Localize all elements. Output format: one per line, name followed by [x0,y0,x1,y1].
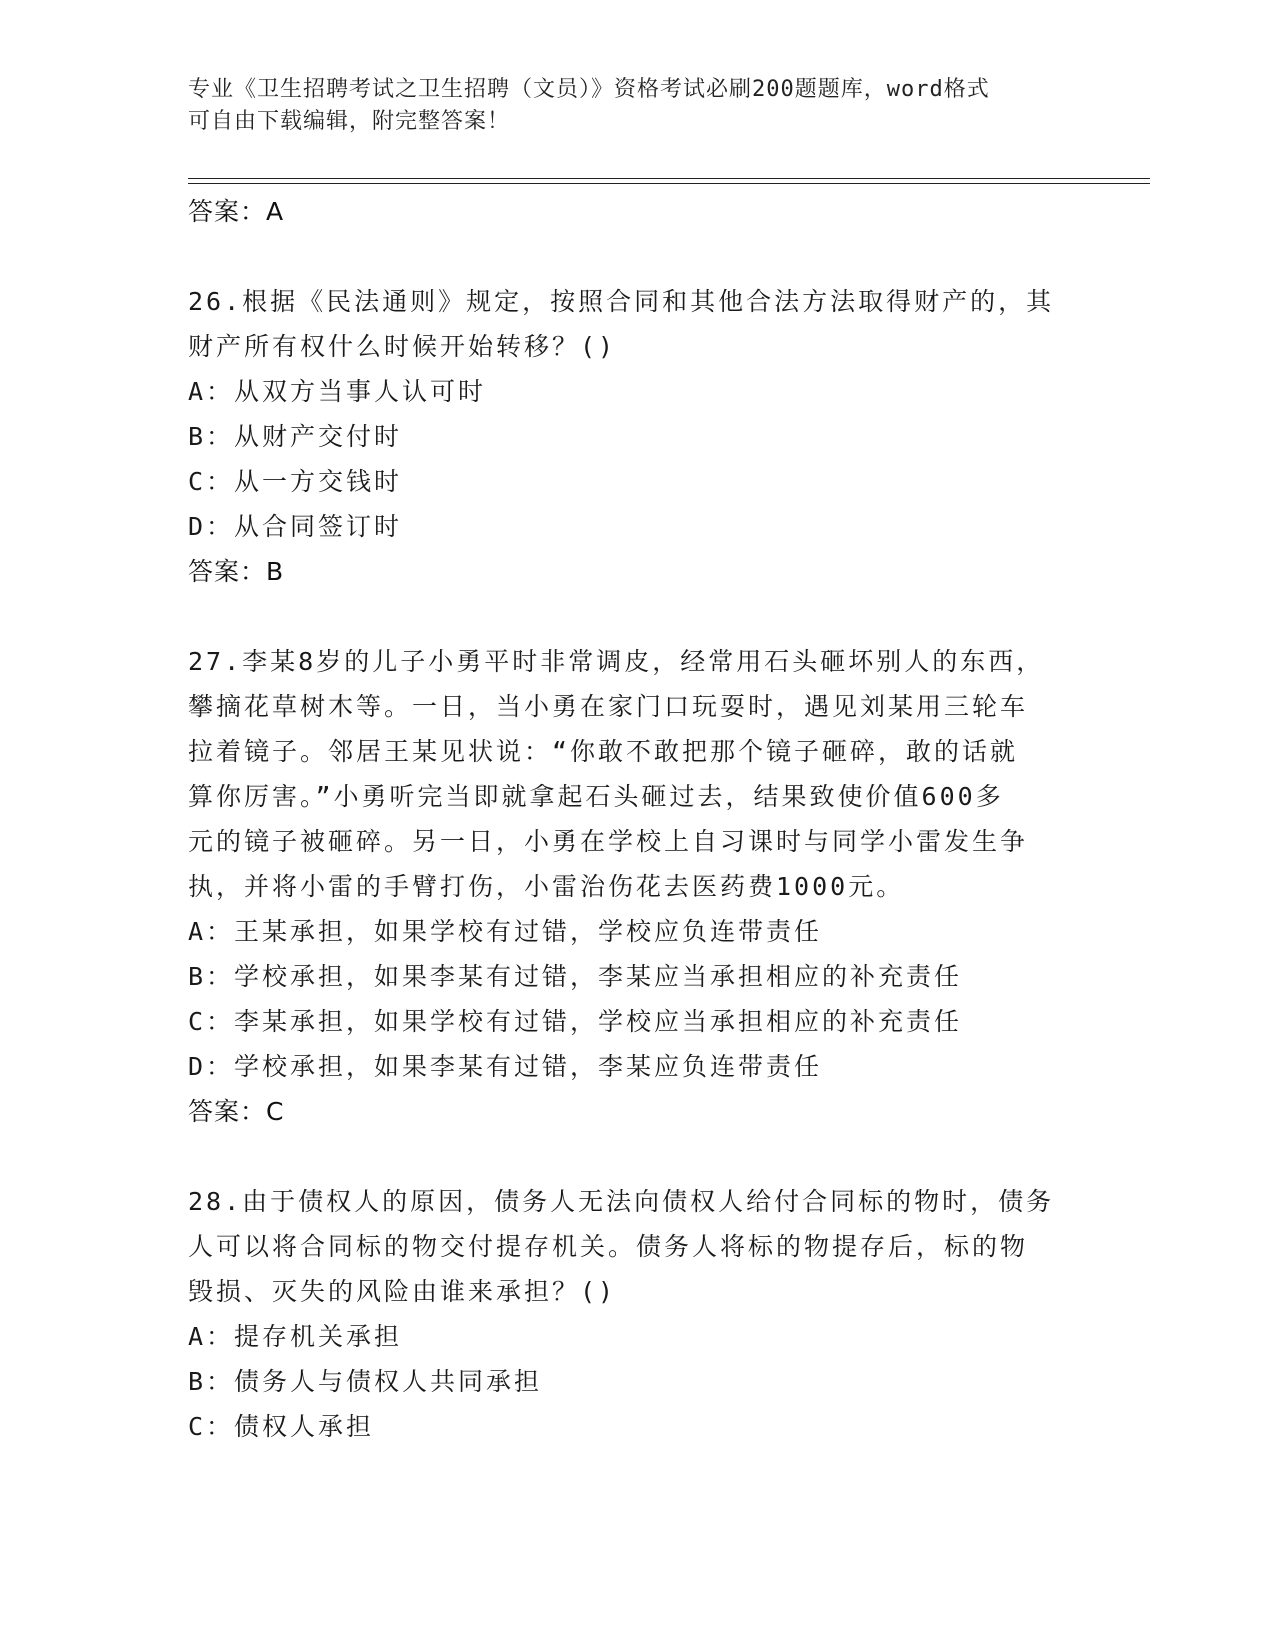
answer-line: 答案：C [188,1097,285,1126]
option-d: D：学校承担，如果李某有过错，李某应负连带责任 [188,1052,823,1081]
question-27 [188,639,1068,1134]
question-text-line: 攀摘花草树木等。一日，当小勇在家门口玩耍时，遇见刘某用三轮车 [188,692,1029,721]
question-text-line: 财产所有权什么时候开始转移？() [188,332,617,361]
header-line-2: 可自由下载编辑，附完整答案！ [188,109,511,134]
spacer [188,594,1068,639]
option-b: B：债务人与债权人共同承担 [188,1367,543,1396]
question-text-line: 26.根据《民法通则》规定，按照合同和其他合法方法取得财产的，其 [188,287,1055,316]
question-text-line: 元的镜子被砸碎。另一日，小勇在学校上自习课时与同学小雷发生争 [188,827,1029,856]
option-a: A：从双方当事人认可时 [188,377,487,406]
header-divider-top [188,178,1150,179]
option-a: A：王某承担，如果学校有过错，学校应负连带责任 [188,917,823,946]
spacer [188,1134,1068,1179]
option-a: A：提存机关承担 [188,1322,403,1351]
question-text-line: 拉着镜子。邻居王某见状说：“你敢不敢把那个镜子砸碎，敢的话就 [188,737,1019,766]
option-b: B：从财产交付时 [188,422,403,451]
question-text-line: 执，并将小雷的手臂打伤，小雷治伤花去医药费1000元。 [188,872,905,901]
document-body [188,189,1068,1449]
spacer [188,234,1068,279]
question-28 [188,1179,1068,1449]
question-text-line: 毁损、灭失的风险由谁来承担？() [188,1277,617,1306]
option-b: B：学校承担，如果李某有过错，李某应当承担相应的补充责任 [188,962,963,991]
previous-answer: 答案：A [188,197,285,226]
question-text-line: 28.由于债权人的原因，债务人无法向债权人给付合同标的物时，债务 [188,1187,1055,1216]
question-text-line: 人可以将合同标的物交付提存机关。债务人将标的物提存后，标的物 [188,1232,1029,1261]
option-c: C：李某承担，如果学校有过错，学校应当承担相应的补充责任 [188,1007,963,1036]
header-line-1: 专业《卫生招聘考试之卫生招聘（文员）》资格考试必刷200题题库，word格式 [188,77,990,102]
question-26 [188,279,1068,594]
answer-line: 答案：B [188,557,285,586]
question-text-line: 27.李某8岁的儿子小勇平时非常调皮，经常用石头砸坏别人的东西， [188,647,1045,676]
header-divider-bottom [188,183,1150,184]
option-c: C：从一方交钱时 [188,467,403,496]
option-c: C：债权人承担 [188,1412,375,1441]
question-text-line: 算你厉害。”小勇听完当即就拿起石头砸过去，结果致使价值600多 [188,782,1004,811]
document-header [188,74,1088,138]
option-d: D：从合同签订时 [188,512,403,541]
